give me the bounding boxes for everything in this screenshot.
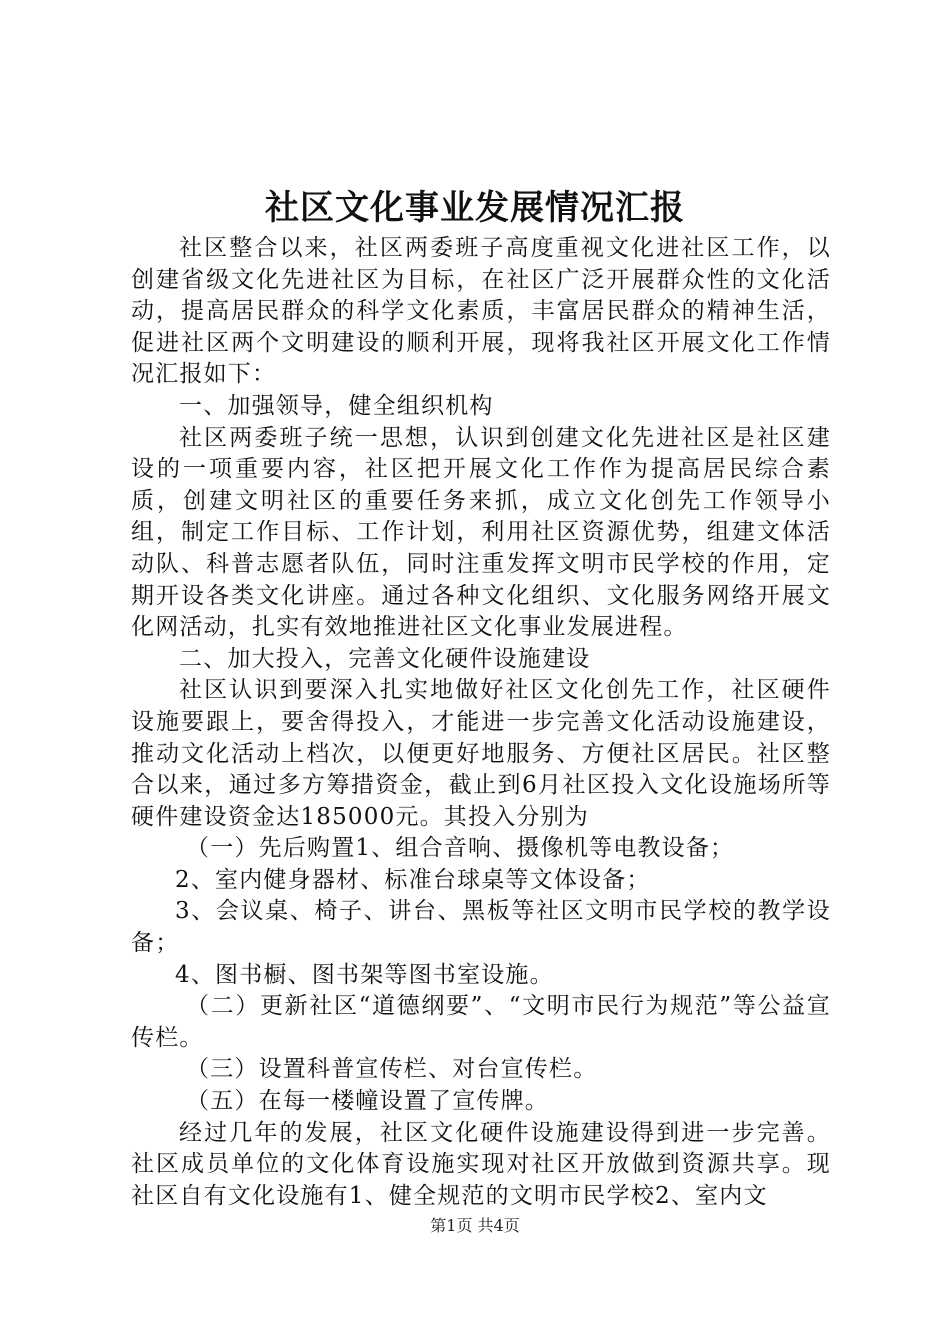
list-item-3: 3、会议桌、椅子、讲台、黑板等社区文明市民学校的教学设备； [131, 898, 831, 957]
document-title: 社区文化事业发展情况汇报 [265, 188, 685, 228]
list-item-7: （五）在每一楼幢设置了宣传牌。 [186, 1088, 549, 1115]
list-item-6: （三）设置科普宣传栏、对台宣传栏。 [186, 1056, 598, 1083]
paragraph-section-2: 社区认识到要深入扎实地做好社区文化创先工作，社区硬件设施要跟上，要舍得投入，才能进一步完善文化活动设施建设，推动文化活动上档次，以便更好地服务、方便社区居民。社区整合以来，通过多方筹措资金，截止到6月社区投入文化设施场所等硬件建设资金达185000元。其投入分别为 [131, 677, 831, 830]
section-heading-1: 一、加强领导，健全组织机构 [179, 392, 494, 419]
paragraph-intro: 社区整合以来，社区两委班子高度重视文化进社区工作，以创建省级文化先进社区为目标，在社区广泛开展群众性的文化活动，提高居民群众的科学文化素质，丰富居民群众的精神生活，促进社区两个文明建设的顺利开展，现将我社区开展文化工作情况汇报如下： [131, 235, 831, 388]
paragraph-conclusion: 经过几年的发展，社区文化硬件设施建设得到进一步完善。社区成员单位的文化体育设施实现对社区开放做到资源共享。现社区自有文化设施有1、健全规范的文明市民学校2、室内文 [131, 1119, 831, 1209]
list-item-2: 2、室内健身器材、标准台球桌等文体设备； [175, 866, 651, 893]
document-body [131, 233, 831, 1212]
list-item-1: （一）先后购置1、组合音响、摄像机等电教设备； [186, 835, 735, 862]
section-heading-2: 二、加大投入，完善文化硬件设施建设 [179, 645, 591, 672]
paragraph-section-1: 社区两委班子统一思想，认识到创建文化先进社区是社区建设的一项重要内容，社区把开展文化工作作为提高居民综合素质，创建文明社区的重要任务来抓，成立文化创先工作领导小组，制定工作目标、工作计划，利用社区资源优势，组建文体活动队、科普志愿者队伍，同时注重发挥文明市民学校的作用，定期开设各类文化讲座。通过各种文化组织、文化服务网络开展文化网活动，扎实有效地推进社区文化事业发展进程。 [131, 424, 831, 641]
page-number: 第1页 共4页 [430, 1216, 520, 1235]
list-item-4: 4、图书橱、图书架等图书室设施。 [175, 961, 554, 988]
list-item-5: （二）更新社区“道德纲要”、“文明市民行为规范”等公益宣传栏。 [131, 993, 831, 1051]
